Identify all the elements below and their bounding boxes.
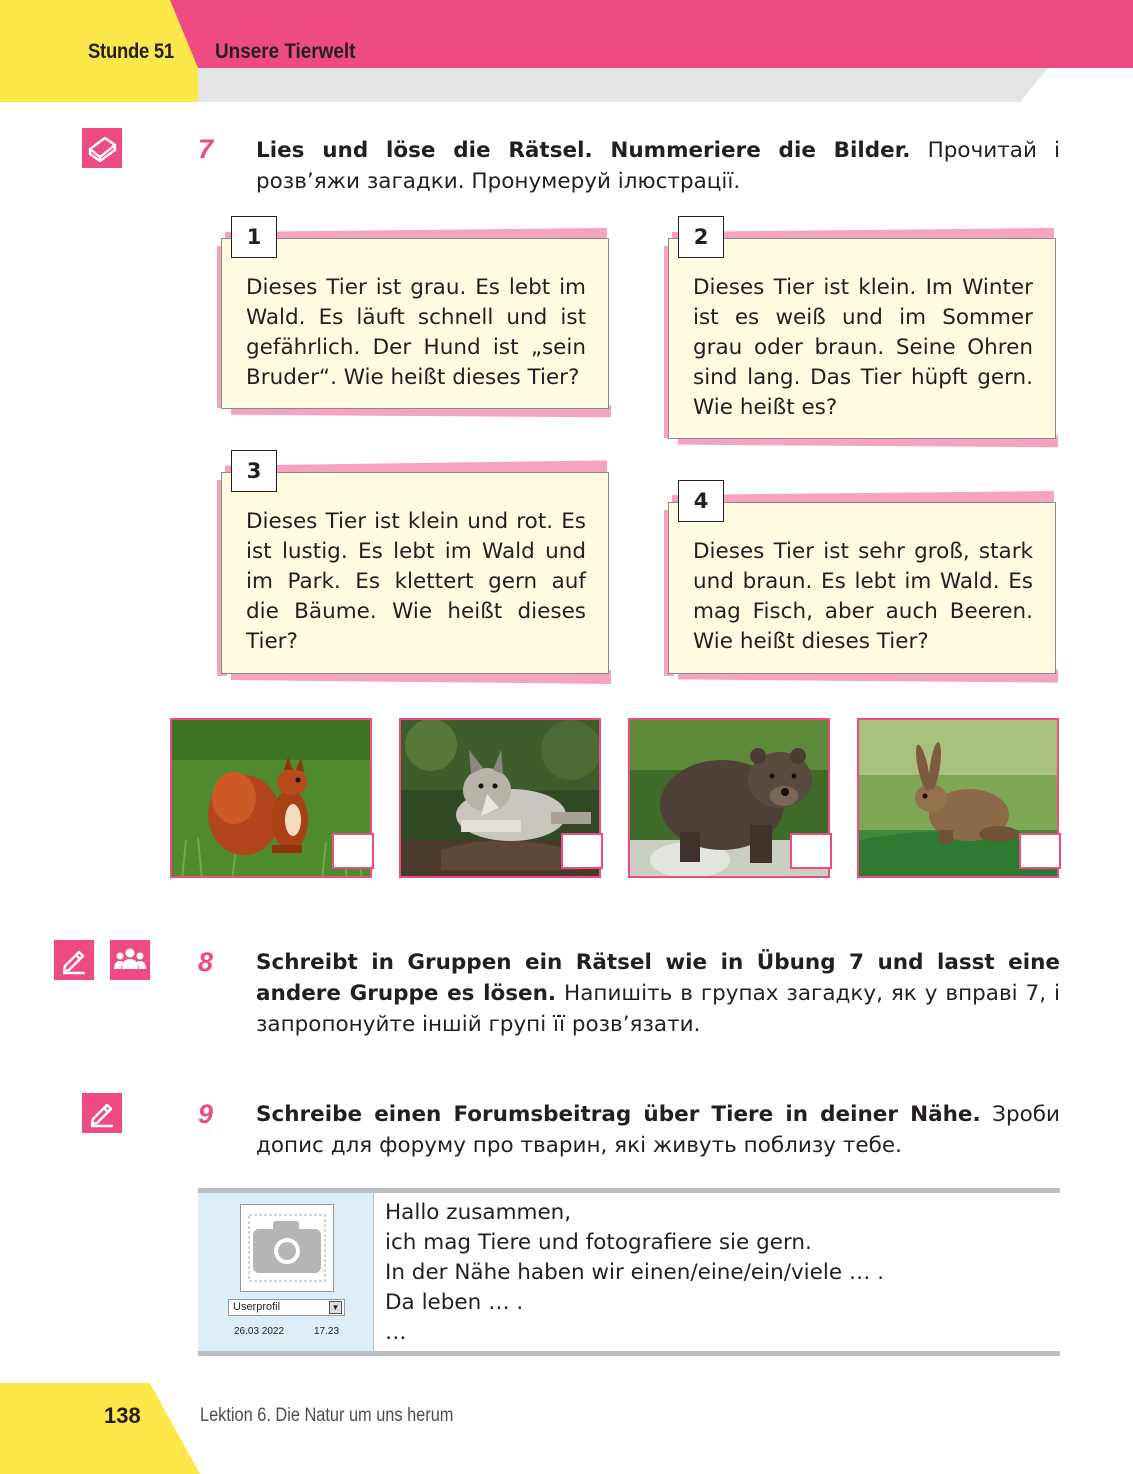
riddle-text: Dieses Tier ist grau. Es lebt im Wald. Es läuft schnell und ist gefährlich. Der Hund ist „sein Bruder“. Wie heißt dieses Tier? xyxy=(246,275,586,390)
exercise-7-instruction xyxy=(256,135,1060,197)
camera-icon xyxy=(241,1205,333,1291)
exercise-9-instruction-de: Schreibe einen Forumsbeitrag über Tiere in deiner Nähe. xyxy=(256,1102,981,1127)
footer-yellow-band xyxy=(0,1383,200,1474)
forum-bottom-rule xyxy=(198,1351,1060,1356)
chapter-title: Lektion 6. Die Natur um uns herum xyxy=(200,1405,454,1426)
riddle-number: 2 xyxy=(678,216,724,258)
lesson-number: Stunde 51 xyxy=(88,40,174,63)
answer-box-bear[interactable] xyxy=(790,833,832,869)
riddle-number: 3 xyxy=(231,450,277,492)
answer-box-wolf[interactable] xyxy=(561,833,603,869)
userprofil-select[interactable] xyxy=(228,1299,345,1316)
exercise-9-number: 9 xyxy=(198,1099,214,1129)
exercise-7-number: 7 xyxy=(198,134,214,164)
answer-box-hare[interactable] xyxy=(1019,833,1061,869)
post-date: 26.03 2022 xyxy=(234,1326,285,1337)
exercise-7-instruction-de: Lies und löse die Rätsel. Nummeriere die Bilder. xyxy=(256,138,911,163)
group-icon xyxy=(110,940,150,980)
userprofil-label: Userprofil xyxy=(233,1301,281,1313)
riddle-text: Dieses Tier ist klein. Im Winter ist es weiß und im Sommer grau oder braun. Seine Ohren sind lang. Das Tier hüpft gern. Wie heißt es? xyxy=(693,275,1033,420)
chevron-down-icon[interactable]: ▼ xyxy=(329,1301,342,1314)
riddle-number: 4 xyxy=(678,480,724,522)
lesson-topic: Unsere Tierwelt xyxy=(215,40,356,63)
forum-line: In der Nähe haben wir einen/eine/ein/viele … . xyxy=(385,1260,885,1285)
exercise-7-instruction-uk: Прочитай і розв’яжи загадки. Пронумеруй ілюстрації. xyxy=(256,138,1061,194)
exercise-8-instruction-de: Schreibt in Gruppen ein Rätsel wie in Übung 7 und lasst eine andere Gruppe es lösen. xyxy=(256,950,1060,1006)
exercise-9-instruction-uk: Зроби допис для форуму про тварин, які живуть поблизу тебе. xyxy=(256,1102,1060,1158)
answer-box-squirrel[interactable] xyxy=(332,833,374,869)
exercise-9-instruction xyxy=(256,1099,1060,1161)
forum-user-panel xyxy=(198,1193,374,1351)
forum-line: ich mag Tiere und fotografiere sie gern. xyxy=(385,1230,812,1255)
exercise-8-instruction-uk: Напишіть в групах загадку, як у вправі 7, і запропонуйте іншій групі її розв’язати. xyxy=(256,981,1060,1037)
pencil-icon xyxy=(82,1093,122,1133)
book-icon xyxy=(82,128,122,168)
post-time: 17.23 xyxy=(314,1326,340,1337)
forum-post-text xyxy=(385,1198,884,1348)
forum-line: Da leben … . xyxy=(385,1290,524,1315)
forum-line: … xyxy=(385,1320,407,1345)
riddle-text: Dieses Tier ist klein und rot. Es ist lustig. Es lebt im Wald und im Park. Es klettert gern auf die Bäume. Wie heißt dieses Tier? xyxy=(246,509,586,654)
pencil-icon xyxy=(54,940,94,980)
forum-post xyxy=(198,1188,1060,1356)
page-number: 138 xyxy=(104,1403,141,1428)
exercise-8-instruction xyxy=(256,947,1060,1040)
riddle-number: 1 xyxy=(231,216,277,258)
avatar xyxy=(240,1204,334,1292)
forum-line: Hallo zusammen, xyxy=(385,1200,572,1225)
header-grey-band xyxy=(198,68,1048,102)
exercise-8-number: 8 xyxy=(198,947,214,977)
riddle-text: Dieses Tier ist sehr groß, stark und braun. Es lebt im Wald. Es mag Fisch, aber auch Beeren. Wie heißt dieses Tier? xyxy=(693,539,1033,654)
